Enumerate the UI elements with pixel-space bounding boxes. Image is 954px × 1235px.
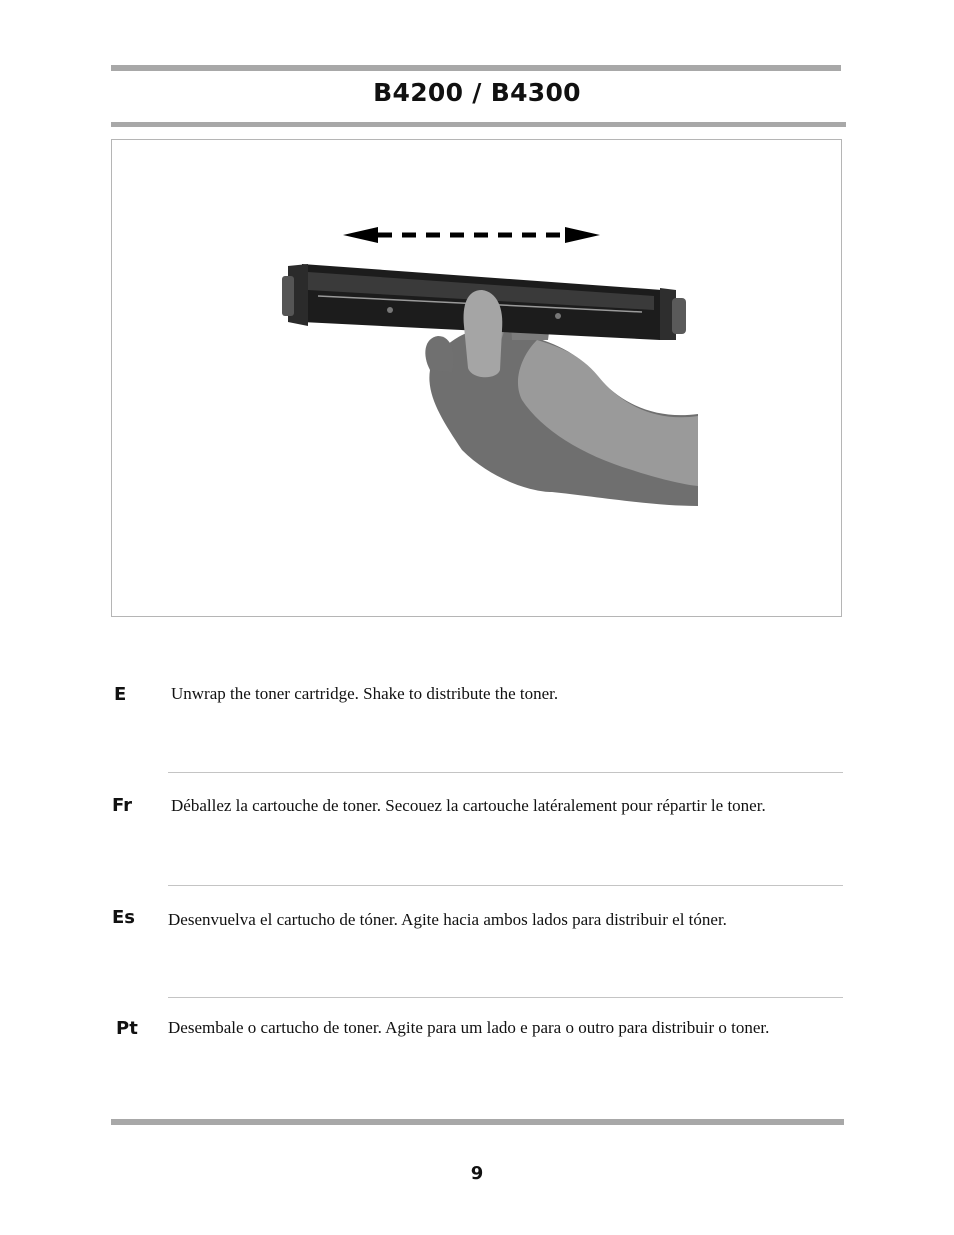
instruction-french: Déballez la cartouche de toner. Secouez la cartouche latéralement pour répartir le toner. <box>171 796 766 815</box>
lang-label-english: E <box>114 684 127 705</box>
separator <box>168 885 843 886</box>
instruction-spanish: Desenvuelva el cartucho de tóner. Agite hacia ambos lados para distribuir el tóner. <box>168 910 727 929</box>
instruction-portuguese: Desembale o cartucho de toner. Agite para um lado e para o outro para distribuir o toner. <box>168 1018 770 1037</box>
lang-label-french: Fr <box>112 795 133 816</box>
header-top-rule <box>111 65 841 71</box>
illustration-frame <box>111 139 842 617</box>
page-number: 9 <box>470 1163 484 1184</box>
cartridge-illustration <box>112 140 841 616</box>
separator <box>168 997 843 998</box>
lang-label-portuguese: Pt <box>116 1018 138 1039</box>
page-title: B4200 / B4300 <box>373 78 581 107</box>
lang-label-spanish: Es <box>112 907 136 928</box>
double-headed-dashed-arrow-icon <box>343 227 600 243</box>
header-bottom-rule <box>111 122 846 127</box>
footer-rule <box>111 1119 844 1125</box>
instruction-english: Unwrap the toner cartridge. Shake to distribute the toner. <box>171 684 559 703</box>
separator <box>168 772 843 773</box>
toner-cartridge-graphic <box>282 264 686 377</box>
